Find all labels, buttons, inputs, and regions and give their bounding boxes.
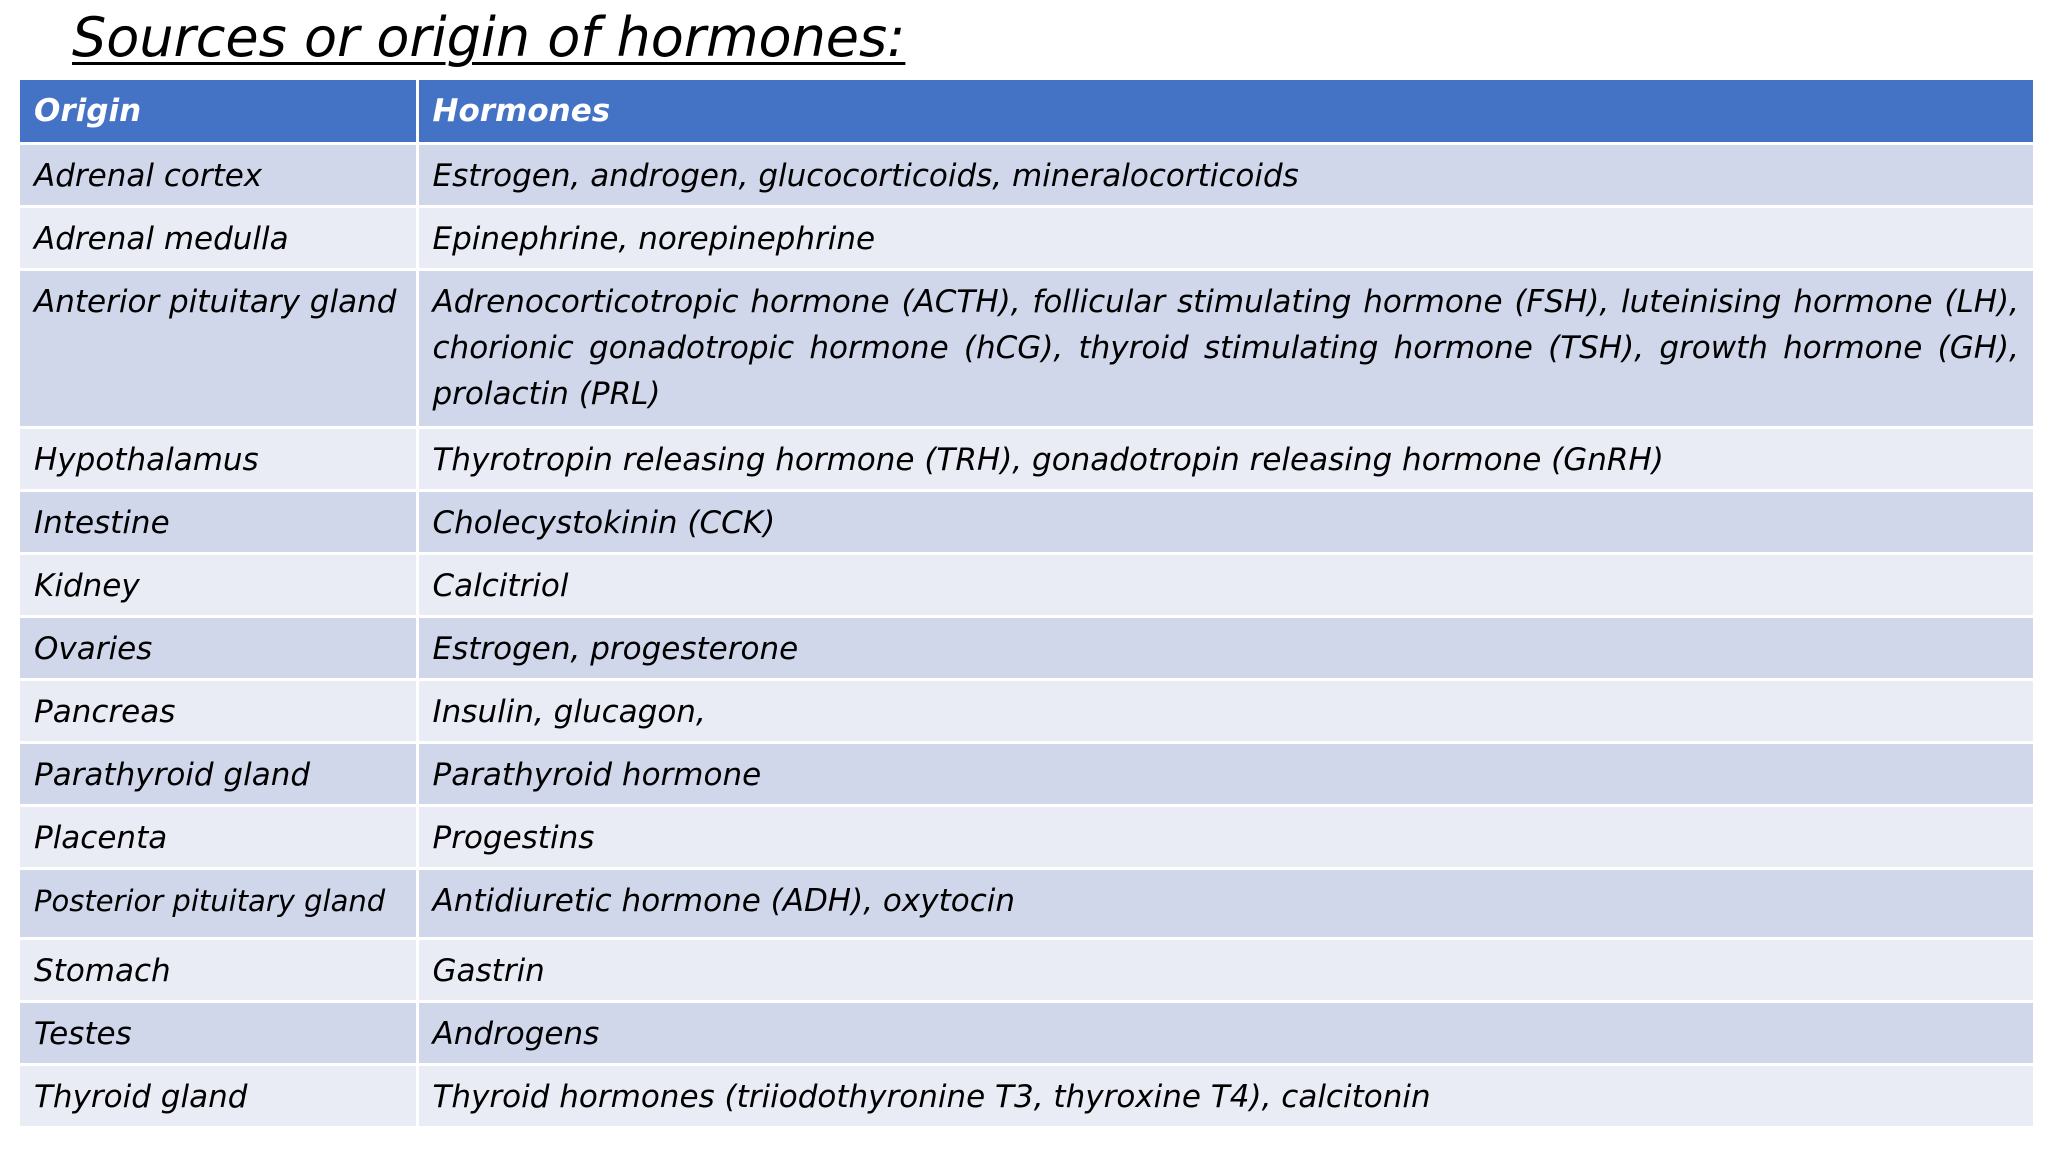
hormones-cell: Parathyroid hormone [417,742,2033,805]
table-row [20,143,2033,206]
hormones-cell: Thyroid hormones (triiodothyronine T3, thyroxine T4), calcitonin [417,1064,2033,1127]
table-row [20,269,2033,427]
origin-cell: Adrenal cortex [20,143,417,206]
hormones-cell: Progestins [417,805,2033,868]
table-row [20,616,2033,679]
hormones-cell: Adrenocorticotropic hormone (ACTH), follicular stimulating hormone (FSH), luteinising hormone (LH), chorionic gonadotropic hormone (hCG), thyroid stimulating hormone (TSH), growth hormone (GH), prolactin (PRL) [417,269,2033,427]
hormones-cell: Estrogen, androgen, glucocorticoids, mineralocorticoids [417,143,2033,206]
origin-cell: Testes [20,1001,417,1064]
table-row [20,1001,2033,1064]
origin-cell: Hypothalamus [20,427,417,490]
table-row [20,553,2033,616]
hormones-cell: Antidiuretic hormone (ADH), oxytocin [417,868,2033,938]
hormones-cell: Thyrotropin releasing hormone (TRH), gonadotropin releasing hormone (GnRH) [417,427,2033,490]
hormone-origin-table [20,80,2033,1129]
table-header-row [20,80,2033,143]
table-row [20,206,2033,269]
origin-cell: Anterior pituitary gland [20,269,417,427]
hormones-cell: Gastrin [417,938,2033,1001]
origin-cell: Ovaries [20,616,417,679]
hormones-cell: Calcitriol [417,553,2033,616]
origin-cell: Stomach [20,938,417,1001]
column-header-hormones: Hormones [417,80,2033,143]
column-header-origin: Origin [20,80,417,143]
hormones-cell: Epinephrine, norepinephrine [417,206,2033,269]
table-row [20,805,2033,868]
table-row [20,742,2033,805]
hormones-cell: Insulin, glucagon, [417,679,2033,742]
table-row [20,490,2033,553]
hormones-cell: Estrogen, progesterone [417,616,2033,679]
slide-title: Sources or origin of hormones: [72,6,906,69]
table-row [20,1064,2033,1127]
table-row [20,938,2033,1001]
origin-cell: Parathyroid gland [20,742,417,805]
table-row [20,868,2033,938]
origin-cell: Intestine [20,490,417,553]
hormones-cell: Androgens [417,1001,2033,1064]
origin-cell: Posterior pituitary gland [20,868,417,938]
hormone-table-container [20,80,2033,1129]
origin-cell: Adrenal medulla [20,206,417,269]
table-row [20,679,2033,742]
hormones-cell: Cholecystokinin (CCK) [417,490,2033,553]
origin-cell: Kidney [20,553,417,616]
origin-cell: Placenta [20,805,417,868]
table-row [20,427,2033,490]
origin-cell: Thyroid gland [20,1064,417,1127]
origin-cell: Pancreas [20,679,417,742]
